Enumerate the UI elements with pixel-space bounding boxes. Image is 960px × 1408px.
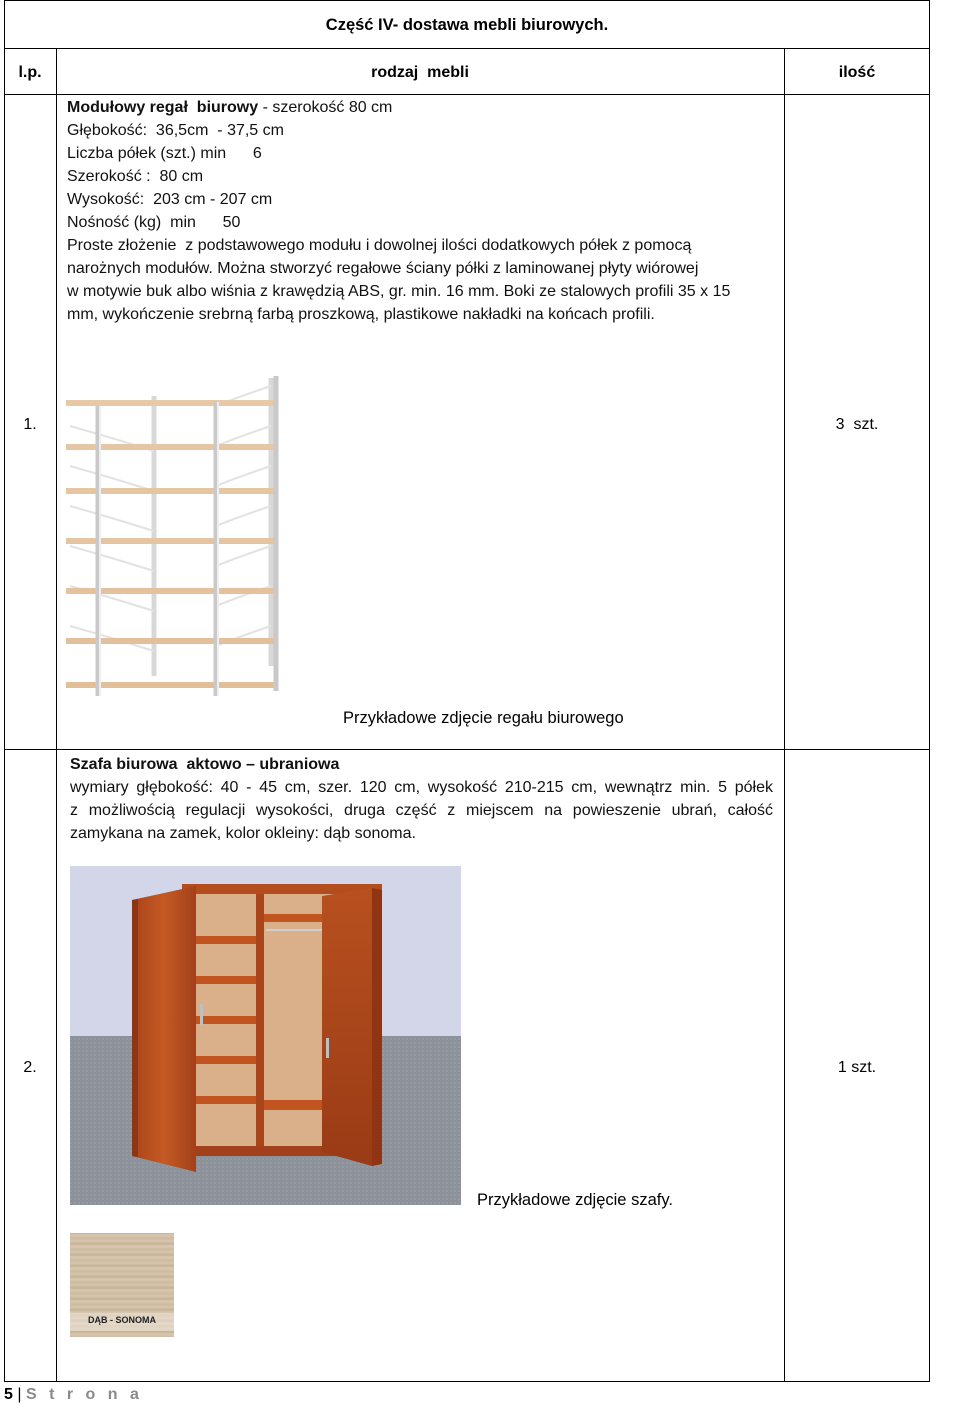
row-1-quantity: 3 szt. — [835, 416, 879, 433]
row-2-heading: Szafa biurowa aktowo – ubraniowa — [70, 756, 340, 773]
row-1-heading-rest: - szerokość 80 cm — [258, 99, 393, 116]
shelf-image — [66, 366, 306, 726]
row-1-spec-line: Nośność (kg) min 50 — [67, 214, 241, 231]
table-border-top — [4, 0, 930, 1]
row-2-quantity: 1 szt. — [837, 1059, 877, 1076]
row-2-desc-line: wymiary głębokość: 40 - 45 cm, szer. 120 cm, wysokość 210-215 cm, wewnątrz min. 5 półek — [70, 779, 773, 796]
row-1-spec-line: Szerokość : 80 cm — [67, 168, 204, 185]
table-border-row1 — [4, 749, 930, 750]
row-2-desc-line: z możliwością regulacji wysokości, druga część z miejscem na powieszenie ubrań, całość — [70, 802, 773, 819]
table-border-left — [4, 0, 5, 1382]
row-1-spec-line: mm, wykończenie srebrną farbą proszkową, plastikowe nakładki na końcach profili. — [67, 306, 655, 323]
table-border-bottom — [4, 1381, 930, 1382]
table-border-header — [4, 48, 930, 49]
column-header-qty: ilość — [838, 64, 876, 81]
page-title: Część IV- dostawa mebli biurowych. — [325, 16, 609, 34]
table-col-sep-2 — [784, 48, 785, 1382]
page-word: S t r o n a — [25, 1386, 143, 1403]
column-header-lp: l.p. — [18, 64, 42, 81]
column-header-type: rodzaj mebli — [371, 64, 469, 81]
row-1-spec-line: Głębokość: 36,5cm - 37,5 cm — [67, 122, 284, 139]
row-2-desc-lines — [70, 776, 773, 845]
table-col-sep-1 — [56, 48, 57, 1382]
row-2-description — [70, 753, 773, 776]
row-2-number: 2. — [23, 1059, 37, 1076]
footer-separator: | — [17, 1386, 22, 1403]
table-border-right — [929, 0, 930, 1382]
oak-sonoma-swatch — [70, 1233, 174, 1337]
row-1-spec-line: Liczba półek (szt.) min 6 — [67, 145, 262, 162]
row-1-caption: Przykładowe zdjęcie regału biurowego — [343, 709, 624, 727]
row-2-desc-line: zamykana na zamek, kolor okleiny: dąb sonoma. — [70, 825, 416, 842]
row-1-spec-line: Proste złożenie z podstawowego modułu i dowolnej ilości dodatkowych półek z pomocą — [67, 237, 692, 254]
page-footer — [4, 1386, 143, 1404]
row-1-spec-line: Wysokość: 203 cm - 207 cm — [67, 191, 273, 208]
table-border-colhead — [4, 94, 930, 95]
row-1-spec-line: narożnych modułów. Można stworzyć regałowe ściany półki z laminowanej płyty wiórowej — [67, 260, 699, 277]
row-1-number: 1. — [23, 416, 37, 433]
row-1-heading-bold: Modułowy regał biurowy — [67, 99, 259, 116]
oak-sonoma-label: DĄB - SONOMA — [88, 1315, 156, 1325]
page-number: 5 — [4, 1386, 13, 1403]
row-1-description — [67, 96, 730, 326]
wardrobe-image — [70, 866, 461, 1205]
row-2-caption: Przykładowe zdjęcie szafy. — [477, 1191, 673, 1209]
row-1-spec-line: w motywie buk albo wiśnia z krawędzią ABS, gr. min. 16 mm. Boki ze stalowych profili 35 x 15 — [67, 283, 731, 300]
row-1-heading — [67, 96, 730, 119]
